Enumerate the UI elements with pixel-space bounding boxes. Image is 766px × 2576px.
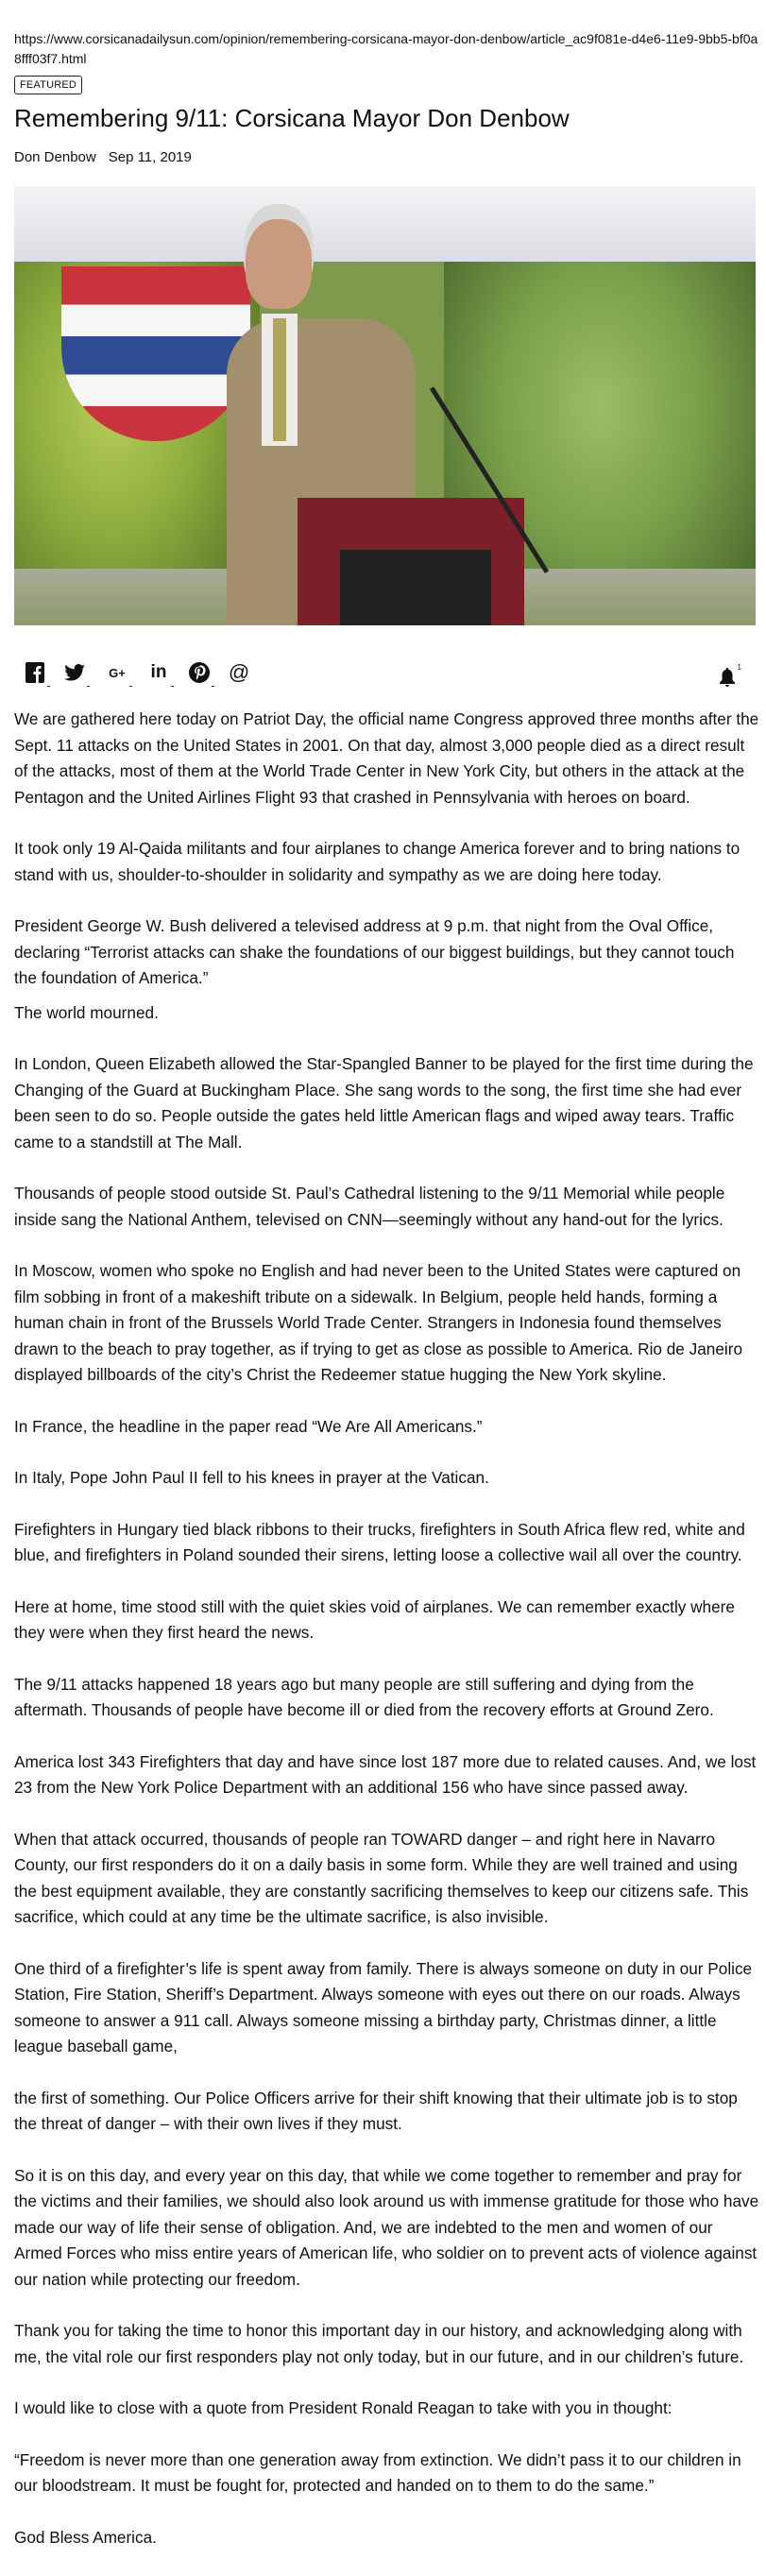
paragraph: Thousands of people stood outside St. Paul’s Cathedral listening to the 9/11 Memorial while people inside sang the National Anthem, televised on CNN—seemingly without any hand-out for the lyrics. [14, 1184, 725, 1229]
speaker-head [246, 219, 312, 309]
featured-badge: FEATURED [14, 76, 82, 94]
notification-bell[interactable] [719, 663, 741, 691]
byline [14, 148, 192, 167]
paragraph: America lost 343 Firefighters that day and have since lost 187 more due to related causes. And, we lost 23 from the New York Police Department with an additional 156 who have since passed away. [14, 1751, 757, 1797]
podium-panel [340, 550, 491, 625]
article-title: Remembering 9/11: Corsicana Mayor Don Denbow [14, 104, 570, 132]
google-plus-icon[interactable]: G+ [106, 661, 128, 684]
paragraph: We are gathered here today on Patriot Day, the official name Congress approved three months after the Sept. 11 attacks on the United States in 2001. On that day, almost 3,000 people died as a direct result of the attacks, most of them at the World Trade Center in New York City, but others in the attack at the Pentagon and the United Airlines Flight 93 that crashed in Pennsylvania with heroes on board. [14, 709, 759, 807]
paragraph: In France, the headline in the paper read “We Are All Americans.” [14, 1416, 483, 1436]
twitter-icon[interactable] [63, 661, 86, 684]
paragraph: The 9/11 attacks happened 18 years ago but many people are still suffering and dying from the aftermath. Thousands of people have become ill or died from the recovery efforts at Ground Zero. [14, 1674, 714, 1719]
tent-canopy [14, 186, 756, 262]
paragraph: “Freedom is never more than one generation away from extinction. We didn’t pass it to our children in our bloodstream. It must be fought for, protected and handed on to them to do the same.” [14, 2449, 741, 2495]
author-name[interactable]: Don Denbow [14, 149, 96, 165]
linkedin-icon[interactable]: in [147, 661, 170, 684]
paragraph: In Italy, Pope John Paul II fell to his knees in prayer at the Vatican. [14, 1468, 489, 1487]
pinterest-icon[interactable] [188, 661, 211, 684]
facebook-icon[interactable] [24, 661, 46, 684]
paragraph: In Moscow, women who spoke no English and had never been to the United States were captured on film sobbing in front of a makeshift tribute on a sidewalk. In Belgium, people held hands, forming a human chain in front of the Brussels World Trade Center. Strangers in Indonesia found themselves drawn to the beach to pray together, as if trying to get as close as possible to America. Rio de Janeiro displayed billboards of the city’s Christ the Redeemer statue hugging the New York skyline. [14, 1261, 743, 1384]
share-bar [14, 661, 760, 690]
bell-icon [719, 666, 736, 687]
paragraph: Thank you for taking the time to honor this important day in our history, and acknowledging along with me, the vital role our first responders play not only today, but in our future, and in our children’s future. [14, 2321, 744, 2366]
paragraph: In London, Queen Elizabeth allowed the Star-Spangled Banner to be played for the first time during the Changing of the Guard at Buckingham Place. She sang words to the song, the first time she had ever been seen to do so. People outside the gates held little American flags and wiped away tears. Traffic came to a standstill at The Mall. [14, 1054, 754, 1152]
paragraph: One third of a firefighter’s life is spent away from family. There is always someone on duty in our Police Station, Fire Station, Sheriff’s Department. Always someone with eyes out there on our roads. Always someone to answer a 911 call. Always someone missing a birthday party, Christmas dinner, a little league baseball game, [14, 1958, 753, 2056]
paragraph: It took only 19 Al-Qaida militants and four airplanes to change America forever and to bring nations to stand with us, shoulder-to-shoulder in solidarity and sympathy as we are doing here today. [14, 839, 740, 884]
publish-date: Sep 11, 2019 [108, 149, 192, 165]
email-icon[interactable]: @ [228, 660, 250, 684]
paragraph: The world mourned. [14, 1002, 159, 1022]
paragraph: I would like to close with a quote from President Ronald Reagan to take with you in thought: [14, 2398, 672, 2417]
paragraph: When that attack occurred, thousands of people ran TOWARD danger – and right here in Navarro County, our first responders do it on a daily basis in some form. While they are well trained and using the best equipment available, they are constantly sacrificing themselves to keep our citizens safe. This sacrifice, which could at any time be the ultimate sacrifice, is also invisible. [14, 1829, 749, 1926]
paragraph: the first of something. Our Police Officers arrive for their shift knowing that their ultimate job is to stop the threat of danger – with their own lives if they must. [14, 2088, 738, 2133]
speaker-tie [273, 318, 286, 441]
paragraph: Firefighters in Hungary tied black ribbons to their trucks, firefighters in South Africa flew red, white and blue, and firefighters in Poland sounded their sirens, letting loose a collective wail all over the country. [14, 1519, 745, 1564]
paragraph: God Bless America. [14, 2527, 157, 2547]
article-photo[interactable] [14, 186, 756, 625]
article-url[interactable]: https://www.corsicanadailysun.com/opinion/remembering-corsicana-mayor-don-denbow/article_ac9f081e-d4e6-11e9-9bb5-bf0a8fff03f7.html [14, 31, 758, 66]
paragraph: So it is on this day, and every year on this day, that while we come together to remember and pray for the victims and their families, we should also look around us with immense gratitude for those who have made our way of life their sense of obligation. And, we are indebted to the men and women of our Armed Forces who miss entire years of American life, who soldier on to prevent acts of violence against our nation while protecting our freedom. [14, 2165, 759, 2289]
notification-count: 1 [737, 663, 741, 672]
article-body [14, 707, 760, 2576]
paragraph: President George W. Bush delivered a televised address at 9 p.m. that night from the Oval Office, declaring “Terrorist attacks can shake the foundations of our biggest buildings, but they cannot touch the foundation of America.” [14, 916, 735, 987]
paragraph: Here at home, time stood still with the quiet skies void of airplanes. We can remember exactly where they were when they first heard the news. [14, 1596, 735, 1642]
